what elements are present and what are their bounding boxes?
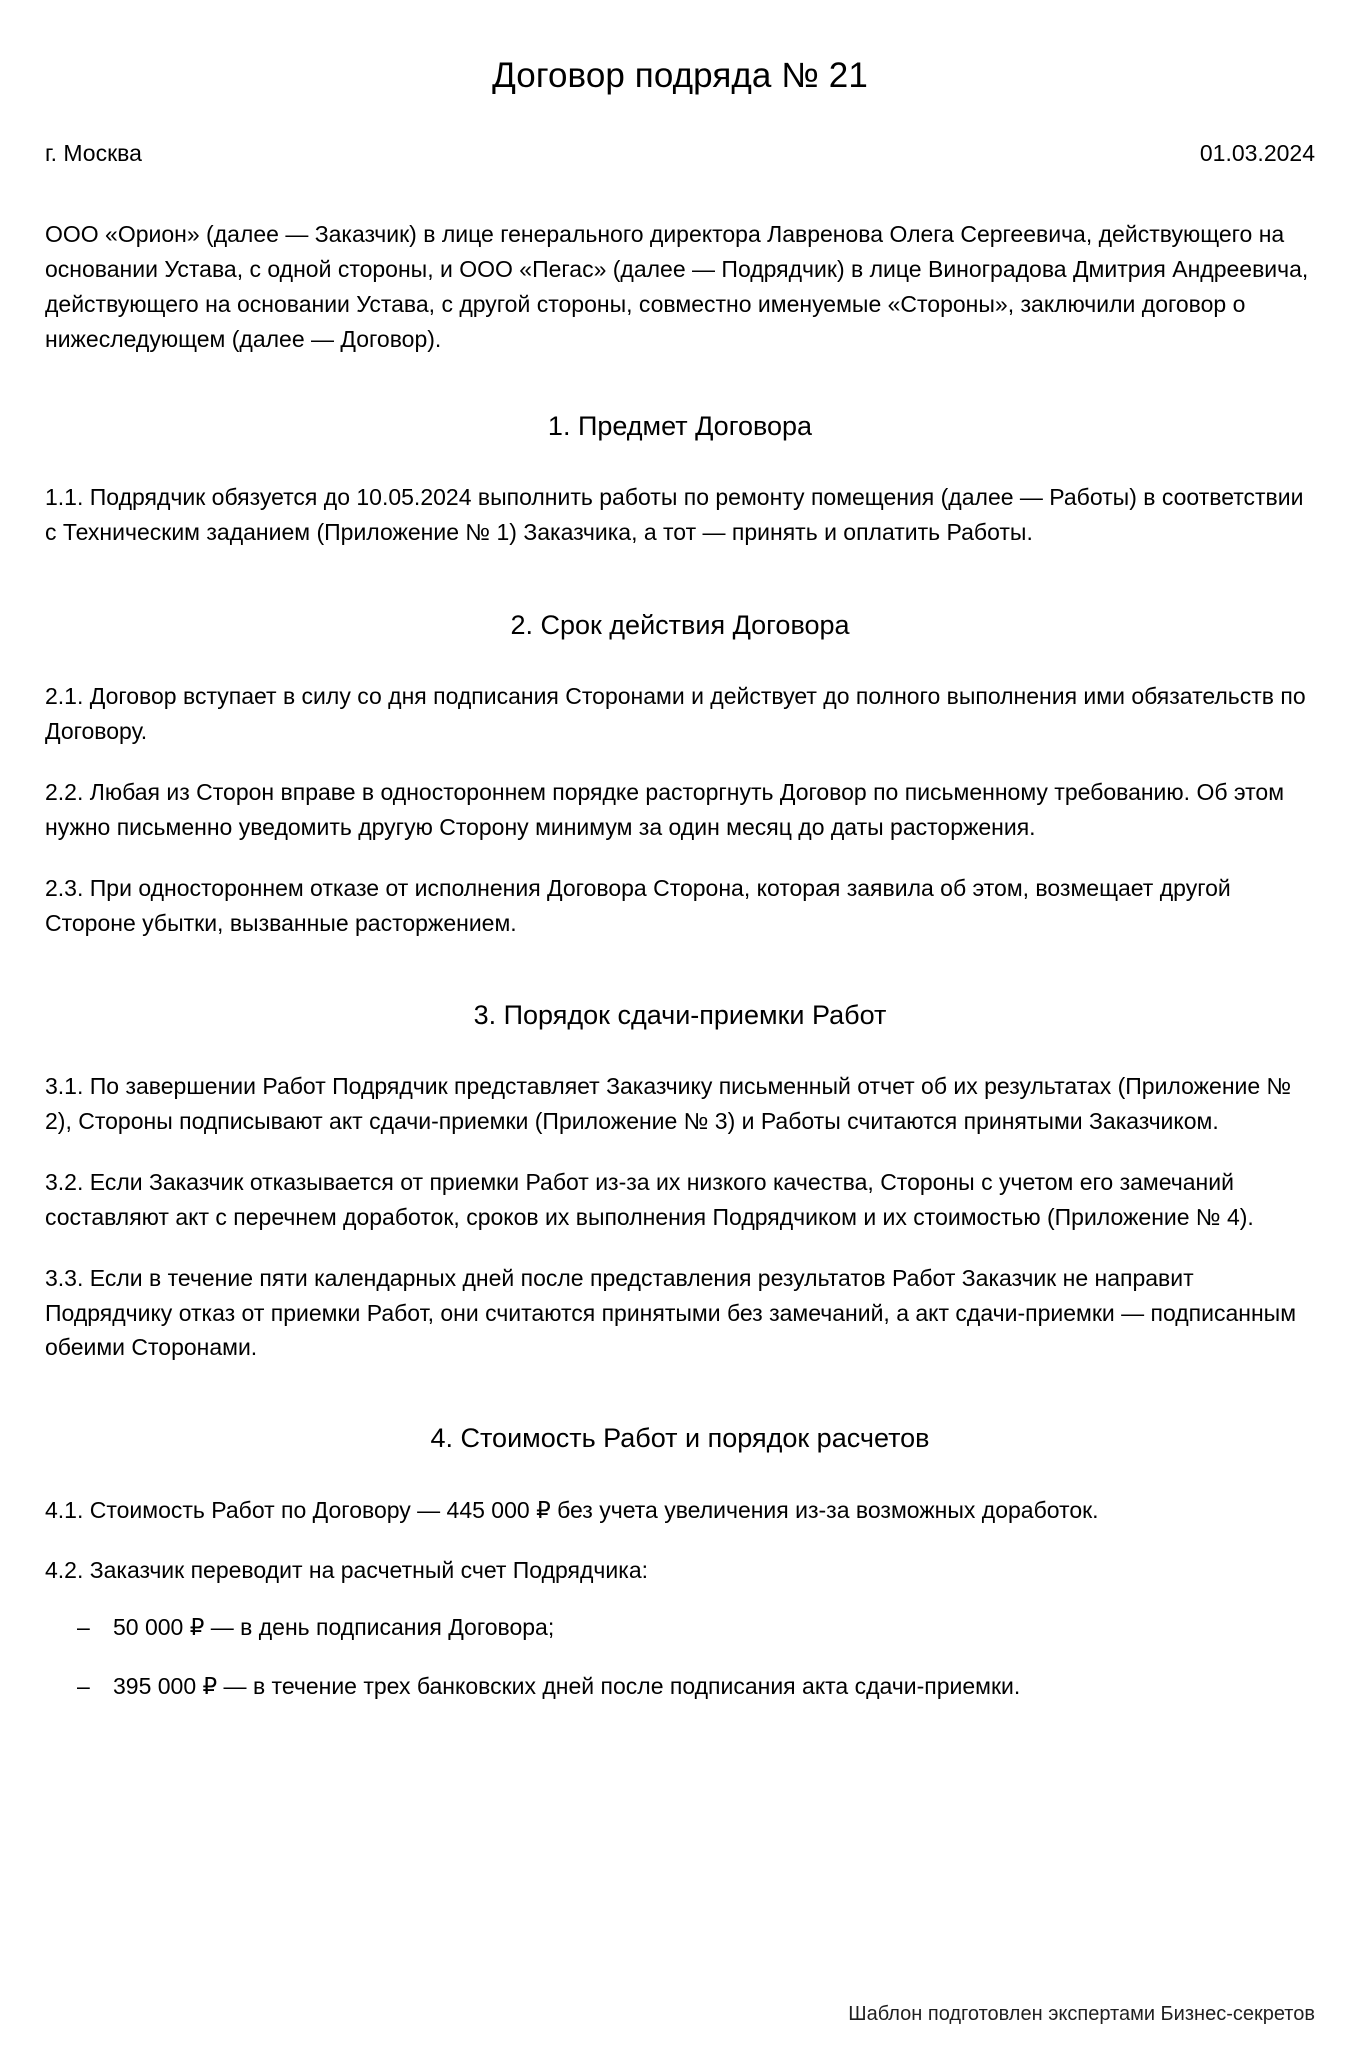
place-of-signing: г. Москва <box>45 140 142 166</box>
clause-2-2: 2.2. Любая из Сторон вправе в одностороннем порядке расторгнуть Договор по письменному требованию. Об этом нужно письменно уведомить другую Сторону минимум за один месяц до даты расторжения. <box>45 778 1285 840</box>
payment-item-text: 395 000 ₽ — в течение трех банковских дней после подписания акта сдачи-приемки. <box>113 1673 1021 1700</box>
clause-1-1: 1.1. Подрядчик обязуется до 10.05.2024 выполнить работы по ремонту помещения (далее — Работы) в соответствии с Техническим заданием (Приложение № 1) Заказчика, а тот — принять и оплатить Работы. <box>45 483 1304 545</box>
dash-bullet-icon: – <box>77 1614 90 1641</box>
section-heading-4: 4. Стоимость Работ и порядок расчетов <box>430 1423 930 1454</box>
list-item <box>45 1610 1315 1645</box>
clause-3-2: 3.2. Если Заказчик отказывается от приемки Работ из-за их низкого качества, Стороны с учетом его замечаний составляют акт с перечнем доработок, сроков их выполнения Подрядчиком и их стоимостью (Приложение № 4). <box>45 1168 1254 1230</box>
payment-schedule-list <box>45 1610 1315 1704</box>
section-heading-3: 3. Порядок сдачи-приемки Работ <box>473 999 887 1030</box>
clause-2-1: 2.1. Договор вступает в силу со дня подписания Сторонами и действует до полного выполнения ими обязательств по Договору. <box>45 682 1306 744</box>
clause-3-3: 3.3. Если в течение пяти календарных дней после представления результатов Работ Заказчик не направит Подрядчику отказ от приемки Работ, они считаются принятыми без замечаний, а акт сдачи-приемки — подписанным обеими Сторонами. <box>45 1264 1297 1361</box>
page-title: Договор подряда № 21 <box>492 56 868 95</box>
document-meta-row <box>45 138 1315 169</box>
clause-4-1: 4.1. Стоимость Работ по Договору — 445 000 ₽ без учета увеличения из-за возможных доработок. <box>45 1496 1099 1523</box>
date-of-signing: 01.03.2024 <box>1199 140 1315 166</box>
clause-3-1: 3.1. По завершении Работ Подрядчик представляет Заказчику письменный отчет об их результатах (Приложение № 2), Стороны подписывают акт сдачи-приемки (Приложение № 3) и Работы считаются принятыми Заказчиком. <box>45 1072 1292 1134</box>
dash-bullet-icon: – <box>77 1673 90 1700</box>
section-heading-2: 2. Срок действия Договора <box>510 609 850 640</box>
clause-2-3: 2.3. При одностороннем отказе от исполнения Договора Сторона, которая заявила об этом, возмещает другой Стороне убытки, вызванные расторжением. <box>45 874 1231 936</box>
clause-4-2: 4.2. Заказчик переводит на расчетный счет Подрядчика: <box>45 1557 648 1584</box>
footer-note: Шаблон подготовлен экспертами Бизнес-секретов <box>848 2003 1315 2025</box>
payment-item-text: 50 000 ₽ — в день подписания Договора; <box>113 1614 555 1641</box>
list-item <box>45 1669 1315 1704</box>
section-heading-1: 1. Предмет Договора <box>547 410 813 441</box>
preamble-paragraph: ООО «Орион» (далее — Заказчик) в лице генерального директора Лавренова Олега Сергеевича, действующего на основании Устава, с одной стороны, и ООО «Пегас» (далее — Подрядчик) в лице Виноградова Дмитрия Андреевича, действующего на основании Устава, с другой стороны, совместно именуемые «Стороны», заключили договор о нижеследующем (далее — Договор). <box>45 221 1309 352</box>
